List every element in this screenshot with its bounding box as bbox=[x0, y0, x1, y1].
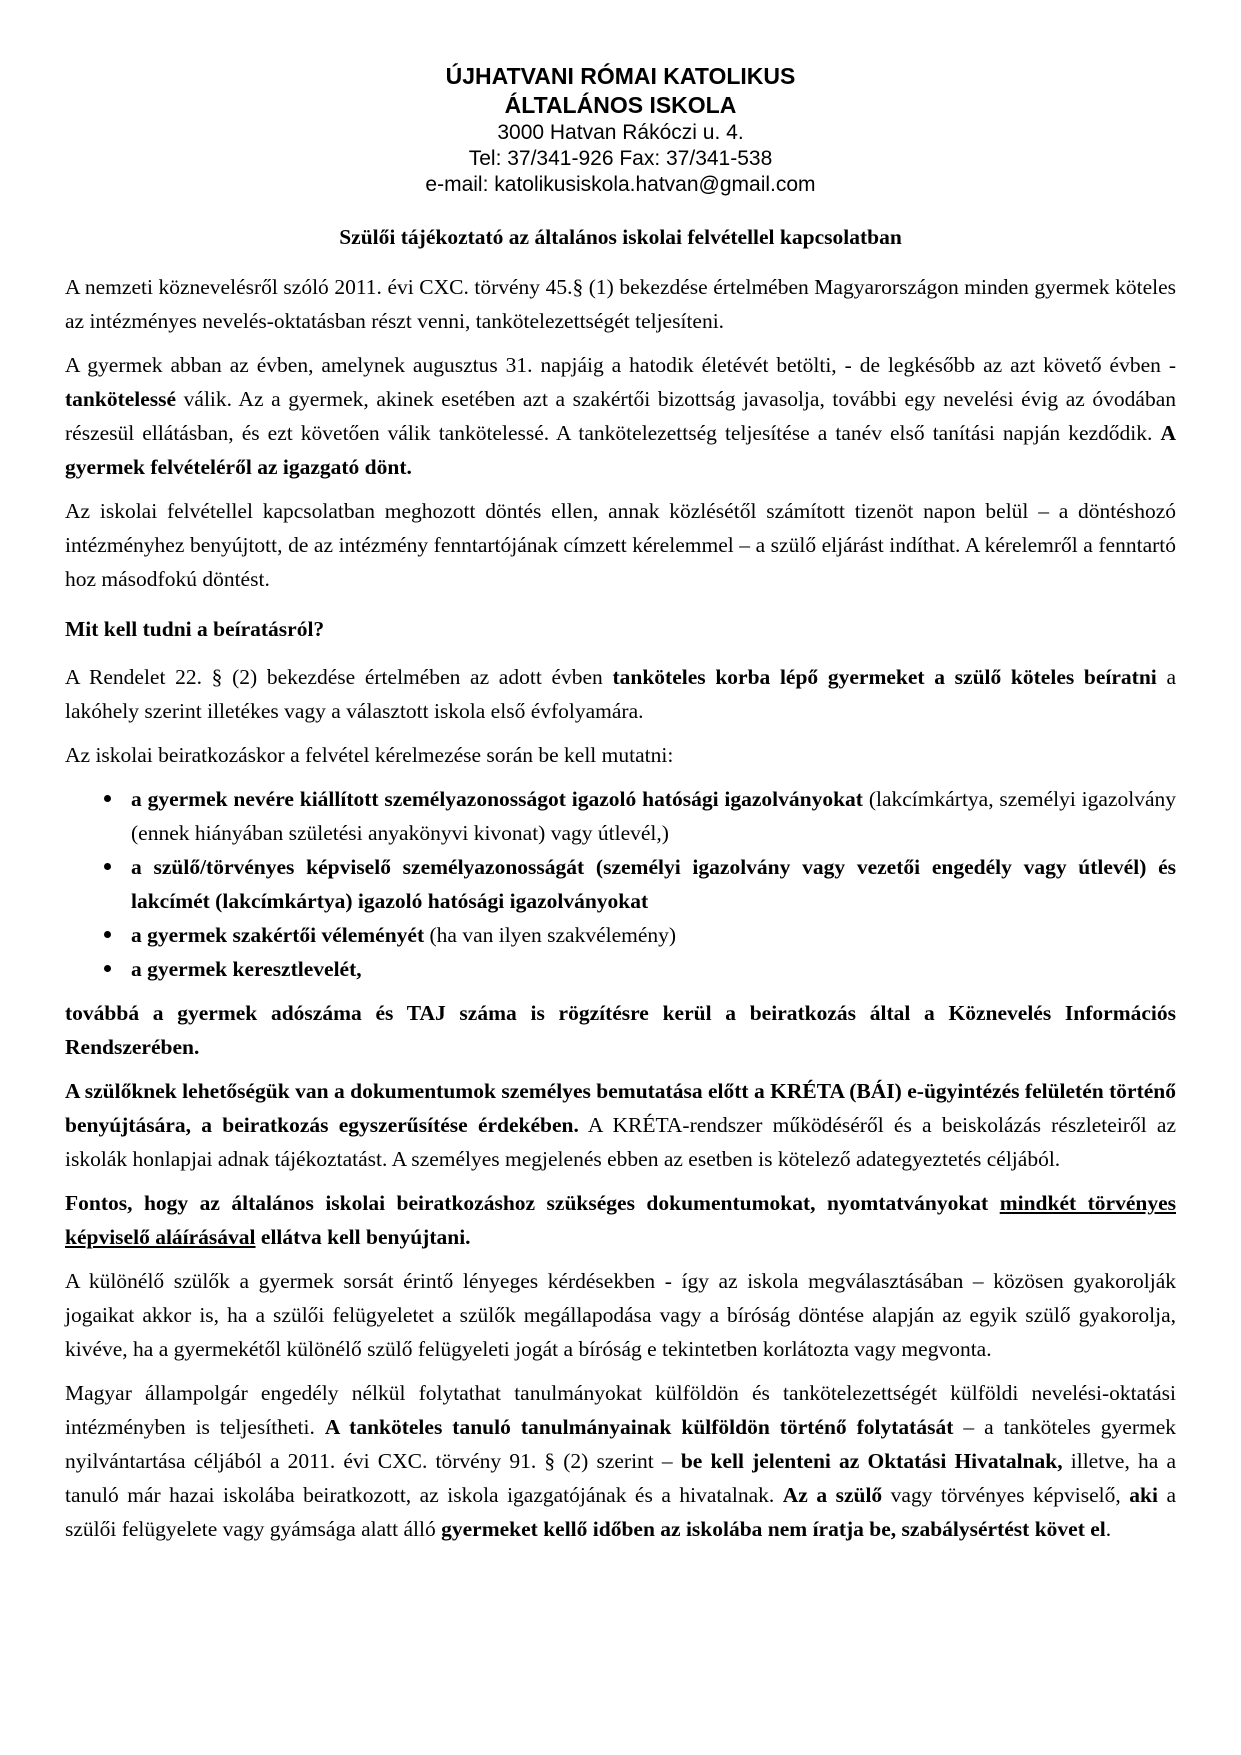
paragraph bbox=[65, 270, 1176, 338]
list-item bbox=[101, 952, 1176, 986]
paragraph bbox=[65, 1264, 1176, 1366]
text-run: (lakcímkártya, személyi igazolvány (ennek hiányában születési anyakönyvi kivonat) vagy útlevél,) bbox=[131, 787, 1177, 845]
text-run: tanköteles korba lépő gyermeket a szülő köteles beíratni bbox=[612, 665, 1157, 689]
text-run: aki bbox=[1129, 1483, 1158, 1507]
text-run: – a tanköteles gyermek nyilvántartása céljából a 2011. évi CXC. törvény 91. § (2) szerint – bbox=[65, 1415, 1176, 1473]
text-run: gyermeket kellő időben az iskolába nem íratja be, szabálysértést követ el bbox=[441, 1517, 1106, 1541]
text-run: a gyermek nevére kiállított személyazonosságot igazoló hatósági igazolványokat bbox=[131, 787, 863, 811]
paragraph bbox=[65, 738, 1176, 772]
document-body bbox=[65, 270, 1176, 1546]
text-run: . bbox=[1105, 1517, 1112, 1541]
text-run: továbbá a gyermek adószáma és TAJ száma is rögzítésre kerül a beiratkozás által a Köznevelés Információs Rendszerében. bbox=[65, 1001, 1176, 1059]
text-run: válik. Az a gyermek, akinek esetében azt a szakértői bizottság javasolja, további egy nevelési évig az óvodában részesül ellátásban, és ezt követően válik tankötelessé. A tankötelezettség teljesítése a tanév első tanítási napján kezdődik. bbox=[65, 387, 1176, 445]
text-run: a szülői felügyelete vagy gyámsága alatt álló bbox=[65, 1483, 1176, 1541]
text-run: Az a szülő bbox=[782, 1483, 883, 1507]
paragraph bbox=[65, 348, 1176, 484]
text-run: A KRÉTA-rendszer működéséről és a beiskolázás részleteiről az iskolák honlapjai adnak tájékoztatást. A személyes megjelenés ebben az esetben is kötelező adategyeztetés céljából. bbox=[65, 1113, 1176, 1171]
letterhead bbox=[65, 62, 1176, 198]
text-run: Magyar állampolgár engedély nélkül folytathat tanulmányokat külföldön és tankötelezettségét külföldi nevelési-oktatási intézményben is teljesítheti. bbox=[65, 1381, 1176, 1439]
paragraph bbox=[65, 1074, 1176, 1176]
text-run: Az iskolai beiratkozáskor a felvétel kérelmezése során be kell mutatni: bbox=[65, 743, 674, 767]
list-item bbox=[101, 850, 1176, 918]
paragraph bbox=[65, 1376, 1176, 1546]
text-run: mindkét törvényes képviselő aláírásával bbox=[65, 1191, 1176, 1249]
text-run: Mit kell tudni a beíratásról? bbox=[65, 617, 325, 641]
text-run: be kell jelenteni az Oktatási Hivatalnak, bbox=[680, 1449, 1063, 1473]
list-item bbox=[101, 782, 1176, 850]
text-run: a gyermek szakértői véleményét bbox=[131, 923, 425, 947]
text-run: a lakóhely szerint illetékes vagy a választott iskola első évfolyamára. bbox=[65, 665, 1176, 723]
text-run: Fontos, hogy az általános iskolai beiratkozáshoz szükséges dokumentumokat, nyomtatványokat bbox=[65, 1191, 1000, 1215]
text-run: illetve, ha a tanuló már hazai iskolába beiratkozott, az iskola igazgatójának és a hivatalnak. bbox=[65, 1449, 1176, 1507]
org-email: e-mail: katolikusiskola.hatvan@gmail.com bbox=[425, 173, 816, 196]
text-run: A tanköteles tanuló tanulmányainak külföldön történő folytatását bbox=[324, 1415, 954, 1439]
text-run: a szülő/törvényes képviselő személyazonosságát (személyi igazolvány vagy vezetői engedély vagy útlevél) és lakcímét (lakcímkártya) igazoló hatósági igazolványokat bbox=[131, 855, 1176, 913]
bullet-list bbox=[65, 782, 1176, 986]
org-address: 3000 Hatvan Rákóczi u. 4. bbox=[497, 121, 744, 144]
org-phone-fax: Tel: 37/341-926 Fax: 37/341-538 bbox=[468, 147, 773, 170]
text-run: A nemzeti köznevelésről szóló 2011. évi CXC. törvény 45.§ (1) bekezdése értelmében Magyarországon minden gyermek köteles az intézményes nevelés-oktatásban részt venni, tankötelezettségét teljesíteni. bbox=[65, 275, 1176, 333]
text-run: A szülőknek lehetőségük van a dokumentumok személyes bemutatása előtt a KRÉTA (BÁI) e-ügyintézés felületén történő benyújtására, a beiratkozás egyszerűsítése érdekében. bbox=[65, 1079, 1176, 1137]
text-run: A gyermek abban az évben, amelynek augusztus 31. napjáig a hatodik életévét betölti, - de legkésőbb az azt követő évben - bbox=[65, 353, 1176, 377]
text-run: a gyermek keresztlevelét, bbox=[131, 957, 362, 981]
document-title: Szülői tájékoztató az általános iskolai felvétellel kapcsolatban bbox=[339, 225, 902, 249]
text-run: vagy törvényes képviselő, bbox=[882, 1483, 1130, 1507]
text-run: A Rendelet 22. § (2) bekezdése értelmében az adott évben bbox=[65, 665, 613, 689]
text-run: tankötelessé bbox=[65, 387, 177, 411]
text-run: ellátva kell benyújtani. bbox=[255, 1225, 471, 1249]
org-name-line1: ÚJHATVANI RÓMAI KATOLIKUS bbox=[445, 63, 796, 89]
section-heading bbox=[65, 612, 1176, 646]
org-name-line2: ÁLTALÁNOS ISKOLA bbox=[504, 92, 737, 118]
text-run: (ha van ilyen szakvélemény) bbox=[424, 923, 677, 947]
text-run: A gyermek felvételéről az igazgató dönt. bbox=[65, 421, 1176, 479]
paragraph bbox=[65, 494, 1176, 596]
list-item bbox=[101, 918, 1176, 952]
paragraph bbox=[65, 660, 1176, 728]
text-run: Az iskolai felvétellel kapcsolatban meghozott döntés ellen, annak közlésétől számított tizenöt napon belül – a döntéshozó intézményhez benyújtott, de az intézmény fenntartójának címzett kérelemmel – a szülő eljárást indíthat. A kérelemről a fenntartó hoz másodfokú döntést. bbox=[65, 499, 1176, 591]
paragraph bbox=[65, 996, 1176, 1064]
text-run: A különélő szülők a gyermek sorsát érintő lényeges kérdésekben - így az iskola megválasztásában – közösen gyakorolják jogaikat akkor is, ha a szülői felügyeletet a szülők megállapodása vagy a bíróság döntése alapján az egyik szülő gyakorolja, kivéve, ha a gyermekétől különélő szülő felügyeleti jogát a bíróság e tekintetben korlátozta vagy megvonta. bbox=[65, 1269, 1176, 1361]
paragraph bbox=[65, 1186, 1176, 1254]
